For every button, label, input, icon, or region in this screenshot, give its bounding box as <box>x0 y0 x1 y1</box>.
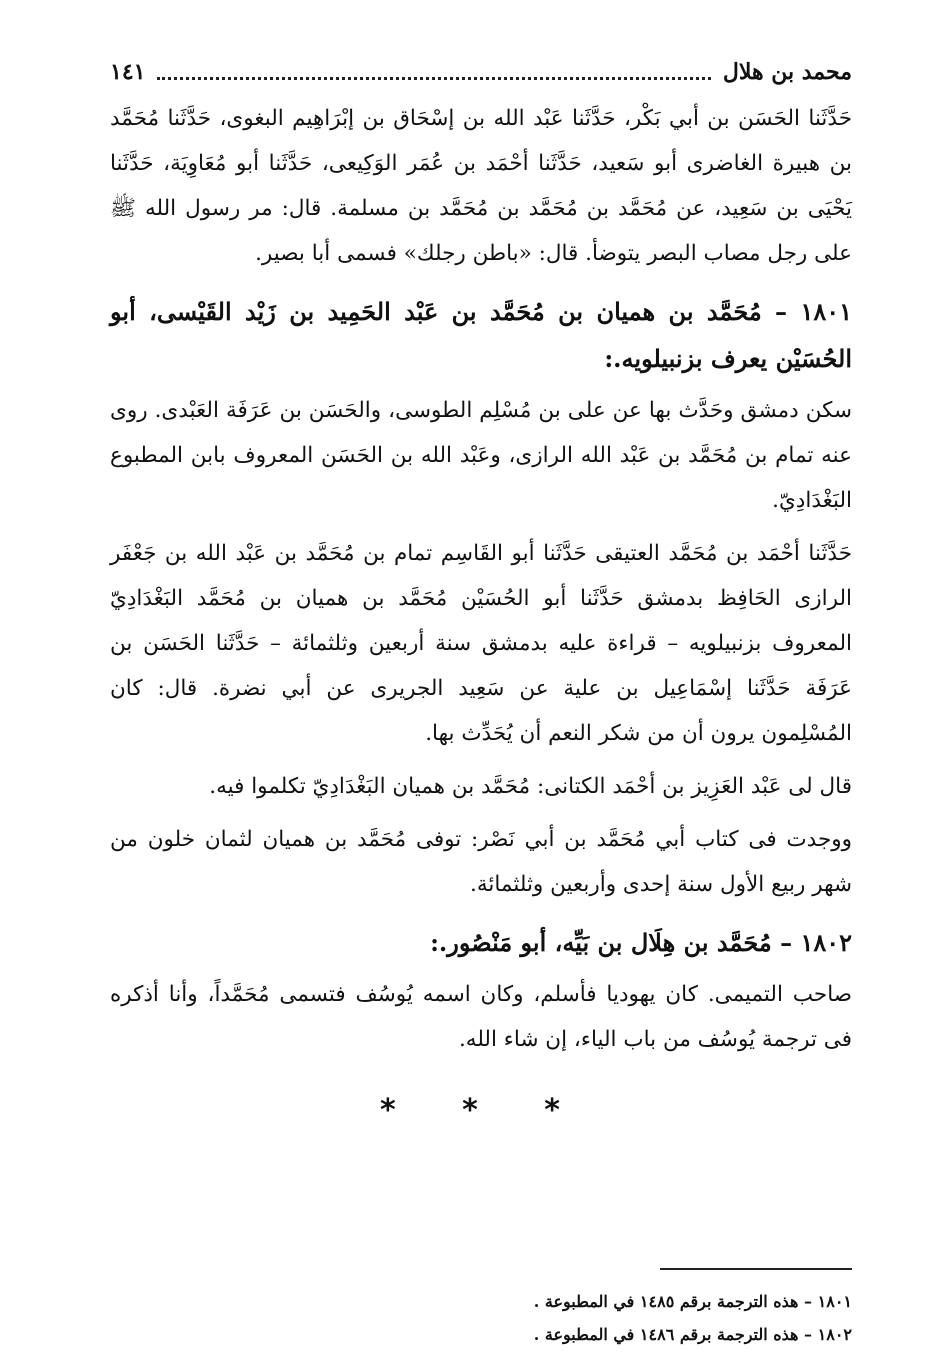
running-title: محمد بن هلال <box>722 59 852 85</box>
separator-star: * <box>462 1093 478 1128</box>
paragraph-bio-1801: سكن دمشق وحَدَّث بها عن على بن مُسْلِم الطوسى، والحَسَن بن عَرَفَة العَبْدى. روى عنه تمام بن مُحَمَّد بن عَبْد الله الرازى، وعَبْد الله بن الحَسَن المعروف بابن المطبوع البَغْدَادِيّ. <box>110 398 852 513</box>
entry-heading-1802: ١٨٠٢ – مُحَمَّد بن هِلَال بن بَيِّه، أبو مَنْصُور.: <box>430 928 852 957</box>
paragraph-kattani-note: قال لى عَبْد العَزِيز بن أحْمَد الكتانى: مُحَمَّد بن هميان البَغْدَادِيّ تكلموا فيه. <box>209 774 852 799</box>
page-header <box>110 54 852 90</box>
entry-heading-1801: ١٨٠١ – مُحَمَّد بن هميان بن مُحَمَّد بن عَبْد الحَمِيد بن زَيْد القَيْسى، أبو الحُسَيْن يعرف بزنبيلويه.: <box>110 297 852 373</box>
footnote-1802: ١٨٠٢ – هذه الترجمة برقم ١٤٨٦ في المطبوعة . <box>533 1325 852 1344</box>
paragraph-hadith-1: حَدَّثَنا الحَسَن بن أبي بَكْر، حَدَّثَنا عَبْد الله بن إسْحَاق بن إبْرَاهِيم البغوى، حَدَّثَنا مُحَمَّد بن هبيرة الغاضرى أبو سَعيد، حَدَّثَنا أحْمَد بن عُمَر الوَكِيعى، حَدَّثَنا أبو مُعَاوِيَة، حَدَّثَنا يَحْيَى بن سَعِيد، عن مُحَمَّد بن مُحَمَّد بن مُحَمَّد بن مسلمة. قال: مر رسول الله ﷺ على رجل مصاب البصر يتوضأ. قال: «باطن رجلك» فسمى أبا بصير. <box>110 106 852 266</box>
separator-star: * <box>544 1093 560 1128</box>
footnote-1801: ١٨٠١ – هذه الترجمة برقم ١٤٨٥ في المطبوعة . <box>533 1292 852 1311</box>
page-body <box>110 96 852 1062</box>
paragraph-bio-1802: صاحب التميمى. كان يهوديا فأسلم، وكان اسمه يُوسُف فتسمى مُحَمَّداً، وأنا أذكره فى ترجمة يُوسُف من باب الياء، إن شاء الله. <box>110 982 852 1052</box>
header-dot-leader <box>157 77 710 80</box>
separator-star: * <box>380 1093 396 1128</box>
page-number: ١٤١ <box>110 59 146 85</box>
paragraph-hadith-2: حَدَّثَنا أحْمَد بن مُحَمَّد العتيقى حَدَّثَنا أبو القَاسِم تمام بن مُحَمَّد بن عَبْد الله بن جَعْفَر الرازى الحَافِظ بدمشق حَدَّثَنا أبو الحُسَيْن مُحَمَّد بن هميان بن مُحَمَّد البَغْدَادِيّ المعروف بزنبيلويه – قراءة عليه بدمشق سنة أربعين وثلثمائة – حَدَّثَنا الحَسَن بن عَرَفَة حَدَّثَنا إسْمَاعِيل بن علية عن سَعِيد الجريرى عن أبي نضرة. قال: كان المُسْلِمون يرون أن من شكر النعم أن يُحَدِّث بها. <box>110 541 852 746</box>
paragraph-death-date: ووجدت فى كتاب أبي مُحَمَّد بن أبي نَصْر: توفى مُحَمَّد بن هميان لثمان خلون من شهر ربيع الأول سنة إحدى وأربعين وثلثمائة. <box>110 827 852 897</box>
section-separator <box>380 1093 560 1128</box>
footnote-rule <box>660 1268 852 1270</box>
footnotes <box>440 1285 852 1351</box>
